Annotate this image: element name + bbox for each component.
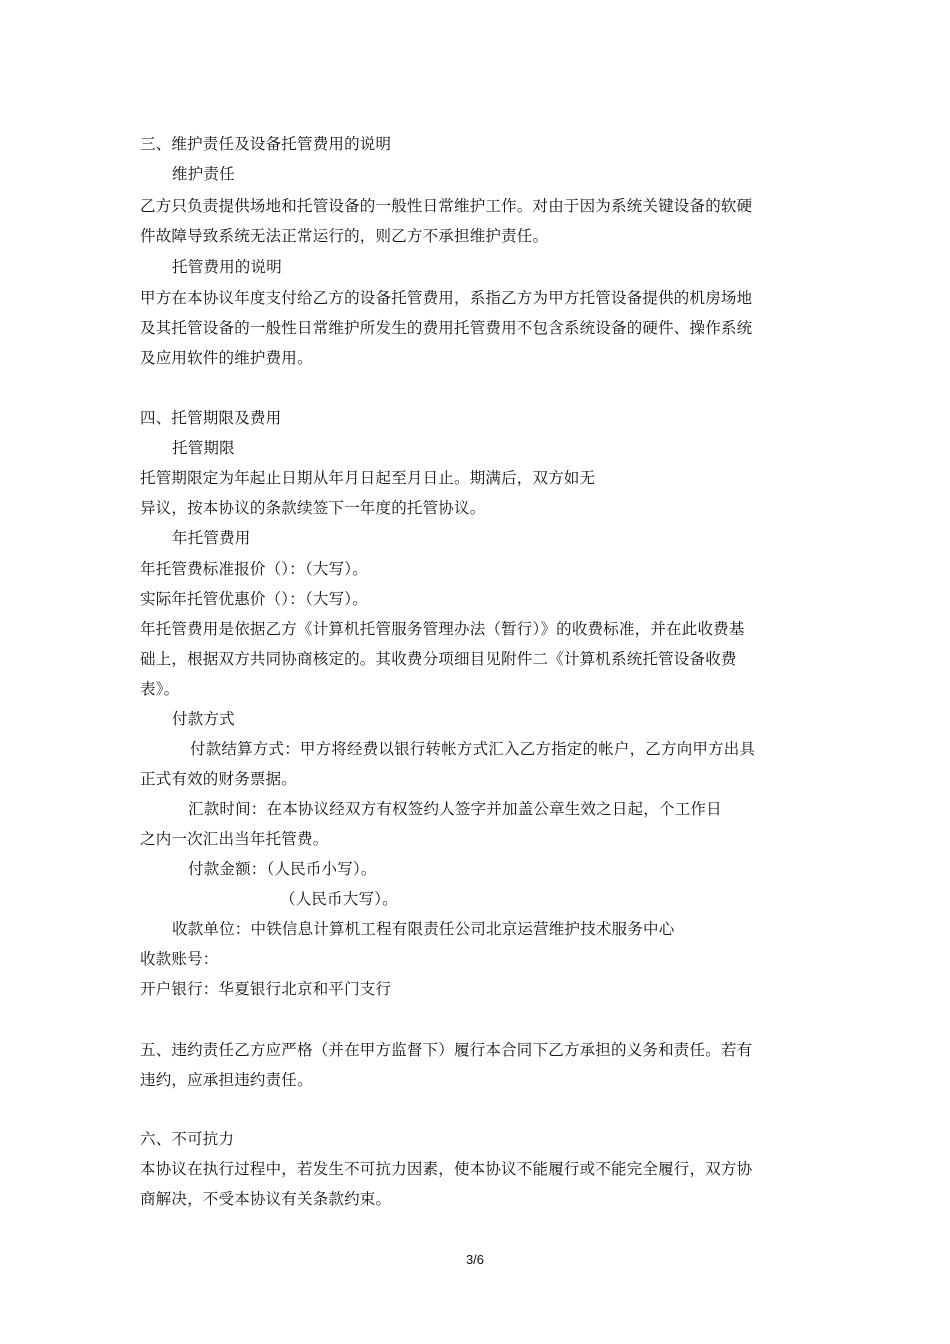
paragraph-line: 异议，按本协议的条款续签下一年度的托管协议。 (140, 499, 486, 517)
bank-line: 开户银行：华夏银行北京和平门支行 (140, 980, 392, 998)
section-heading-3: 三、维护责任及设备托管费用的说明 (140, 135, 392, 153)
account-number-line: 收款账号： (140, 950, 219, 968)
subheading-fee-description: 托管费用的说明 (172, 258, 282, 276)
paragraph-line: 正式有效的财务票据。 (140, 770, 298, 788)
paragraph-line: 及应用软件的维护费用。 (140, 349, 313, 367)
paragraph-line: （人民币大写）。 (280, 890, 398, 908)
paragraph-line: 违约，应承担违约责任。 (140, 1071, 313, 1089)
subheading-hosting-term: 托管期限 (172, 439, 235, 457)
subheading-annual-fee: 年托管费用 (172, 529, 251, 547)
subheading-payment-method: 付款方式 (172, 710, 235, 728)
paragraph-line: 表》。 (140, 680, 180, 698)
paragraph-line: 年托管费标准报价（）：（大写）。 (140, 560, 368, 578)
paragraph-line: 础上，根据双方共同协商核定的。其收费分项细目见附件二《计算机系统托管设备收费 (140, 650, 737, 668)
paragraph-line: 之内一次汇出当年托管费。 (140, 830, 329, 848)
subheading-maintenance-responsibility: 维护责任 (172, 165, 235, 183)
paragraph-line: 乙方只负责提供场地和托管设备的一般性日常维护工作。对由于因为系统关键设备的软硬 (140, 197, 753, 215)
paragraph-line: 本协议在执行过程中，若发生不可抗力因素，使本协议不能履行或不能完全履行，双方协 (140, 1160, 753, 1178)
section-heading-4: 四、托管期限及费用 (140, 409, 282, 427)
payee-line: 收款单位：中铁信息计算机工程有限责任公司北京运营维护技术服务中心 (172, 920, 675, 938)
paragraph-line: 甲方在本协议年度支付给乙方的设备托管费用，系指乙方为甲方托管设备提供的机房场地 (140, 289, 753, 307)
paragraph-line: 实际年托管优惠价（）：（大写）。 (140, 590, 368, 608)
paragraph-line: 件故障导致系统无法正常运行的，则乙方不承担维护责任。 (140, 227, 549, 245)
section-heading-6: 六、不可抗力 (140, 1130, 235, 1148)
page-number: 3/6 (465, 1252, 485, 1267)
paragraph-line: 付款结算方式：甲方将经费以银行转帐方式汇入乙方指定的帐户，乙方向甲方出具 (190, 740, 756, 758)
paragraph-line: 付款金额：（人民币小写）。 (188, 860, 377, 878)
paragraph-line: 汇款时间：在本协议经双方有权签约人签字并加盖公章生效之日起，个工作日 (188, 800, 722, 818)
paragraph-line: 商解决，不受本协议有关条款约束。 (140, 1190, 392, 1208)
section-heading-5: 五、违约责任乙方应严格（并在甲方监督下）履行本合同下乙方承担的义务和责任。若有 (140, 1041, 753, 1059)
paragraph-line: 托管期限定为年起止日期从年月日起至月日止。期满后，双方如无 (140, 469, 596, 487)
paragraph-line: 年托管费用是依据乙方《计算机托管服务管理办法（暂行）》的收费标准，并在此收费基 (140, 620, 745, 638)
paragraph-line: 及其托管设备的一般性日常维护所发生的费用托管费用不包含系统设备的硬件、操作系统 (140, 319, 753, 337)
